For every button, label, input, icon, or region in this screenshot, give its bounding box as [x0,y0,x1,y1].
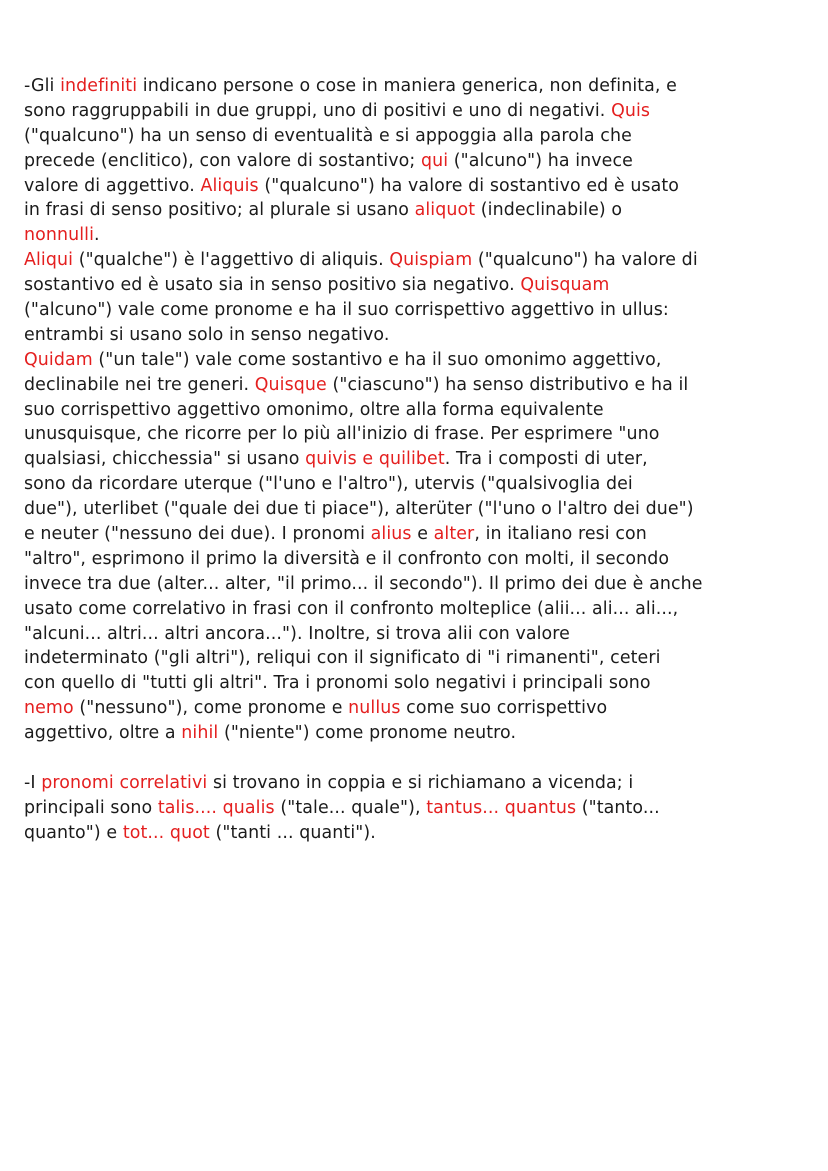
text-line [24,696,809,721]
text-line [24,198,809,223]
text-segment: e neuter ("nessuno dei due). I pronomi [24,524,371,545]
text-line [24,298,809,323]
text-segment: ("ciascuno") ha senso distributivo e ha il [326,374,689,395]
highlighted-term: Quispiam [389,250,473,271]
highlighted-term: Aliqui [24,250,74,271]
text-segment: sono da ricordare uterque ("l'uno e l'altro"), utervis ("qualsivoglia dei [24,474,633,495]
text-segment: . Tra i composti di uter, [444,449,648,470]
text-segment: sostantivo ed è usato sia in senso positivo sia negativo. [24,275,521,296]
text-segment: "altro", esprimono il primo la diversità e il confronto con molti, il secondo [24,548,670,569]
text-segment: usato come correlativo in frasi con il confronto molteplice (alii... ali... ali..., [24,598,679,619]
text-line [24,572,809,597]
text-line [24,597,809,622]
text-segment: aggettivo, oltre a [24,723,182,744]
text-segment: ("un tale") vale come sostantivo e ha il suo omonimo aggettivo, [92,349,662,370]
text-line [24,248,809,273]
text-segment: -Gli [24,76,61,96]
text-line [24,348,809,373]
text-line [24,671,809,696]
text-segment: sono raggruppabili in due gruppi, uno di positivi e uno di negativi. [24,100,612,121]
highlighted-term: Quisquam [520,275,610,296]
paragraph [24,771,809,846]
text-line [24,398,809,423]
text-line [24,149,809,174]
text-line [24,522,809,547]
text-line [24,821,809,846]
highlighted-term: aliquot [414,200,476,221]
text-line [24,273,809,298]
text-line [24,74,809,99]
text-line [24,472,809,497]
text-line [24,796,809,821]
highlighted-term: Aliquis [200,175,259,196]
text-line [24,99,809,124]
highlighted-term: nemo [24,698,74,719]
text-segment: ("qualcuno") ha valore di sostantivo ed è usato [258,175,680,196]
text-line [24,497,809,522]
text-segment: . [94,225,100,246]
highlighted-term: Quisque [254,374,327,395]
highlighted-term: tantus... quantus [426,797,577,818]
text-line [24,547,809,572]
highlighted-term: nihil [181,723,219,744]
text-segment: come suo corrispettivo [400,698,608,719]
text-segment: -I [24,772,42,793]
text-line [24,323,809,348]
text-line [24,771,809,796]
text-segment: entrambi si usano solo in senso negativo. [24,324,390,345]
text-segment: invece tra due (alter... alter, "il primo... il secondo"). Il primo dei due è anche [24,573,703,594]
text-segment: ("alcuno") ha invece [448,150,633,171]
text-segment: declinabile nei tre generi. [24,374,255,395]
text-segment: "alcuni... altri... altri ancora..."). Inoltre, si trova alii con valore [24,623,570,644]
text-segment: , in italiano resi con [474,524,647,545]
text-line [24,622,809,647]
highlighted-term: talis.... qualis [157,797,275,818]
text-segment: precede (enclitico), con valore di sostantivo; [24,150,421,171]
text-segment: unusquisque, che ricorre per lo più all'inizio di frase. Per esprimere "uno [24,424,660,445]
text-line [24,124,809,149]
text-segment: ("tanti ... quanti"). [209,822,376,843]
text-line [24,447,809,472]
text-line [24,646,809,671]
paragraph [24,74,809,746]
highlighted-term: Quis [611,100,651,121]
text-segment: in frasi di senso positivo; al plurale si usano [24,200,415,221]
highlighted-term: nonnulli [24,225,95,246]
text-segment: qualsiasi, chicchessia" si usano [24,449,306,470]
text-line [24,721,809,746]
text-segment: si trovano in coppia e si richiamano a vicenda; i [207,772,634,793]
highlighted-term: qui [420,150,449,171]
highlighted-term: indefiniti [60,76,138,96]
text-segment: quanto") e [24,822,123,843]
text-segment: ("nessuno"), come pronome e [73,698,349,719]
highlighted-term: alius [370,524,412,545]
text-line [24,174,809,199]
text-line [24,223,809,248]
highlighted-term: alter [433,524,475,545]
highlighted-term: pronomi correlativi [41,772,208,793]
text-segment: e [411,524,434,545]
text-segment: due"), uterlibet ("quale dei due ti piace"), alterüter ("l'uno o l'altro dei due") [24,499,694,520]
text-segment: ("niente") come pronome neutro. [218,723,517,744]
text-segment: ("alcuno") vale come pronome e ha il suo corrispettivo aggettivo in ullus: [24,300,669,321]
text-segment: indicano persone o cose in maniera generica, non definita, e [137,76,677,96]
text-segment: ("qualcuno") ha un senso di eventualità e si appoggia alla parola che [24,125,632,146]
text-segment: ("tale... quale"), [274,797,427,818]
text-segment: ("tanto... [576,797,660,818]
highlighted-term: tot... quot [122,822,210,843]
text-segment: valore di aggettivo. [24,175,201,196]
highlighted-term: nullus [348,698,401,719]
text-line [24,373,809,398]
text-segment: (indeclinabile) o [475,200,623,221]
text-segment: ("qualcuno") ha valore di [472,250,698,271]
text-segment: ("qualche") è l'aggettivo di aliquis. [73,250,390,271]
text-segment: indeterminato ("gli altri"), reliqui con il significato di "i rimanenti", ceteri [24,648,661,669]
text-line [24,422,809,447]
document-text [24,74,809,846]
text-segment: suo corrispettivo aggettivo omonimo, oltre alla forma equivalente [24,399,604,420]
highlighted-term: quivis e quilibet [305,449,445,470]
text-segment: principali sono [24,797,158,818]
paragraph-gap [24,746,809,771]
text-segment: con quello di "tutti gli altri". Tra i pronomi solo negativi i principali sono [24,673,651,694]
highlighted-term: Quidam [24,349,93,370]
